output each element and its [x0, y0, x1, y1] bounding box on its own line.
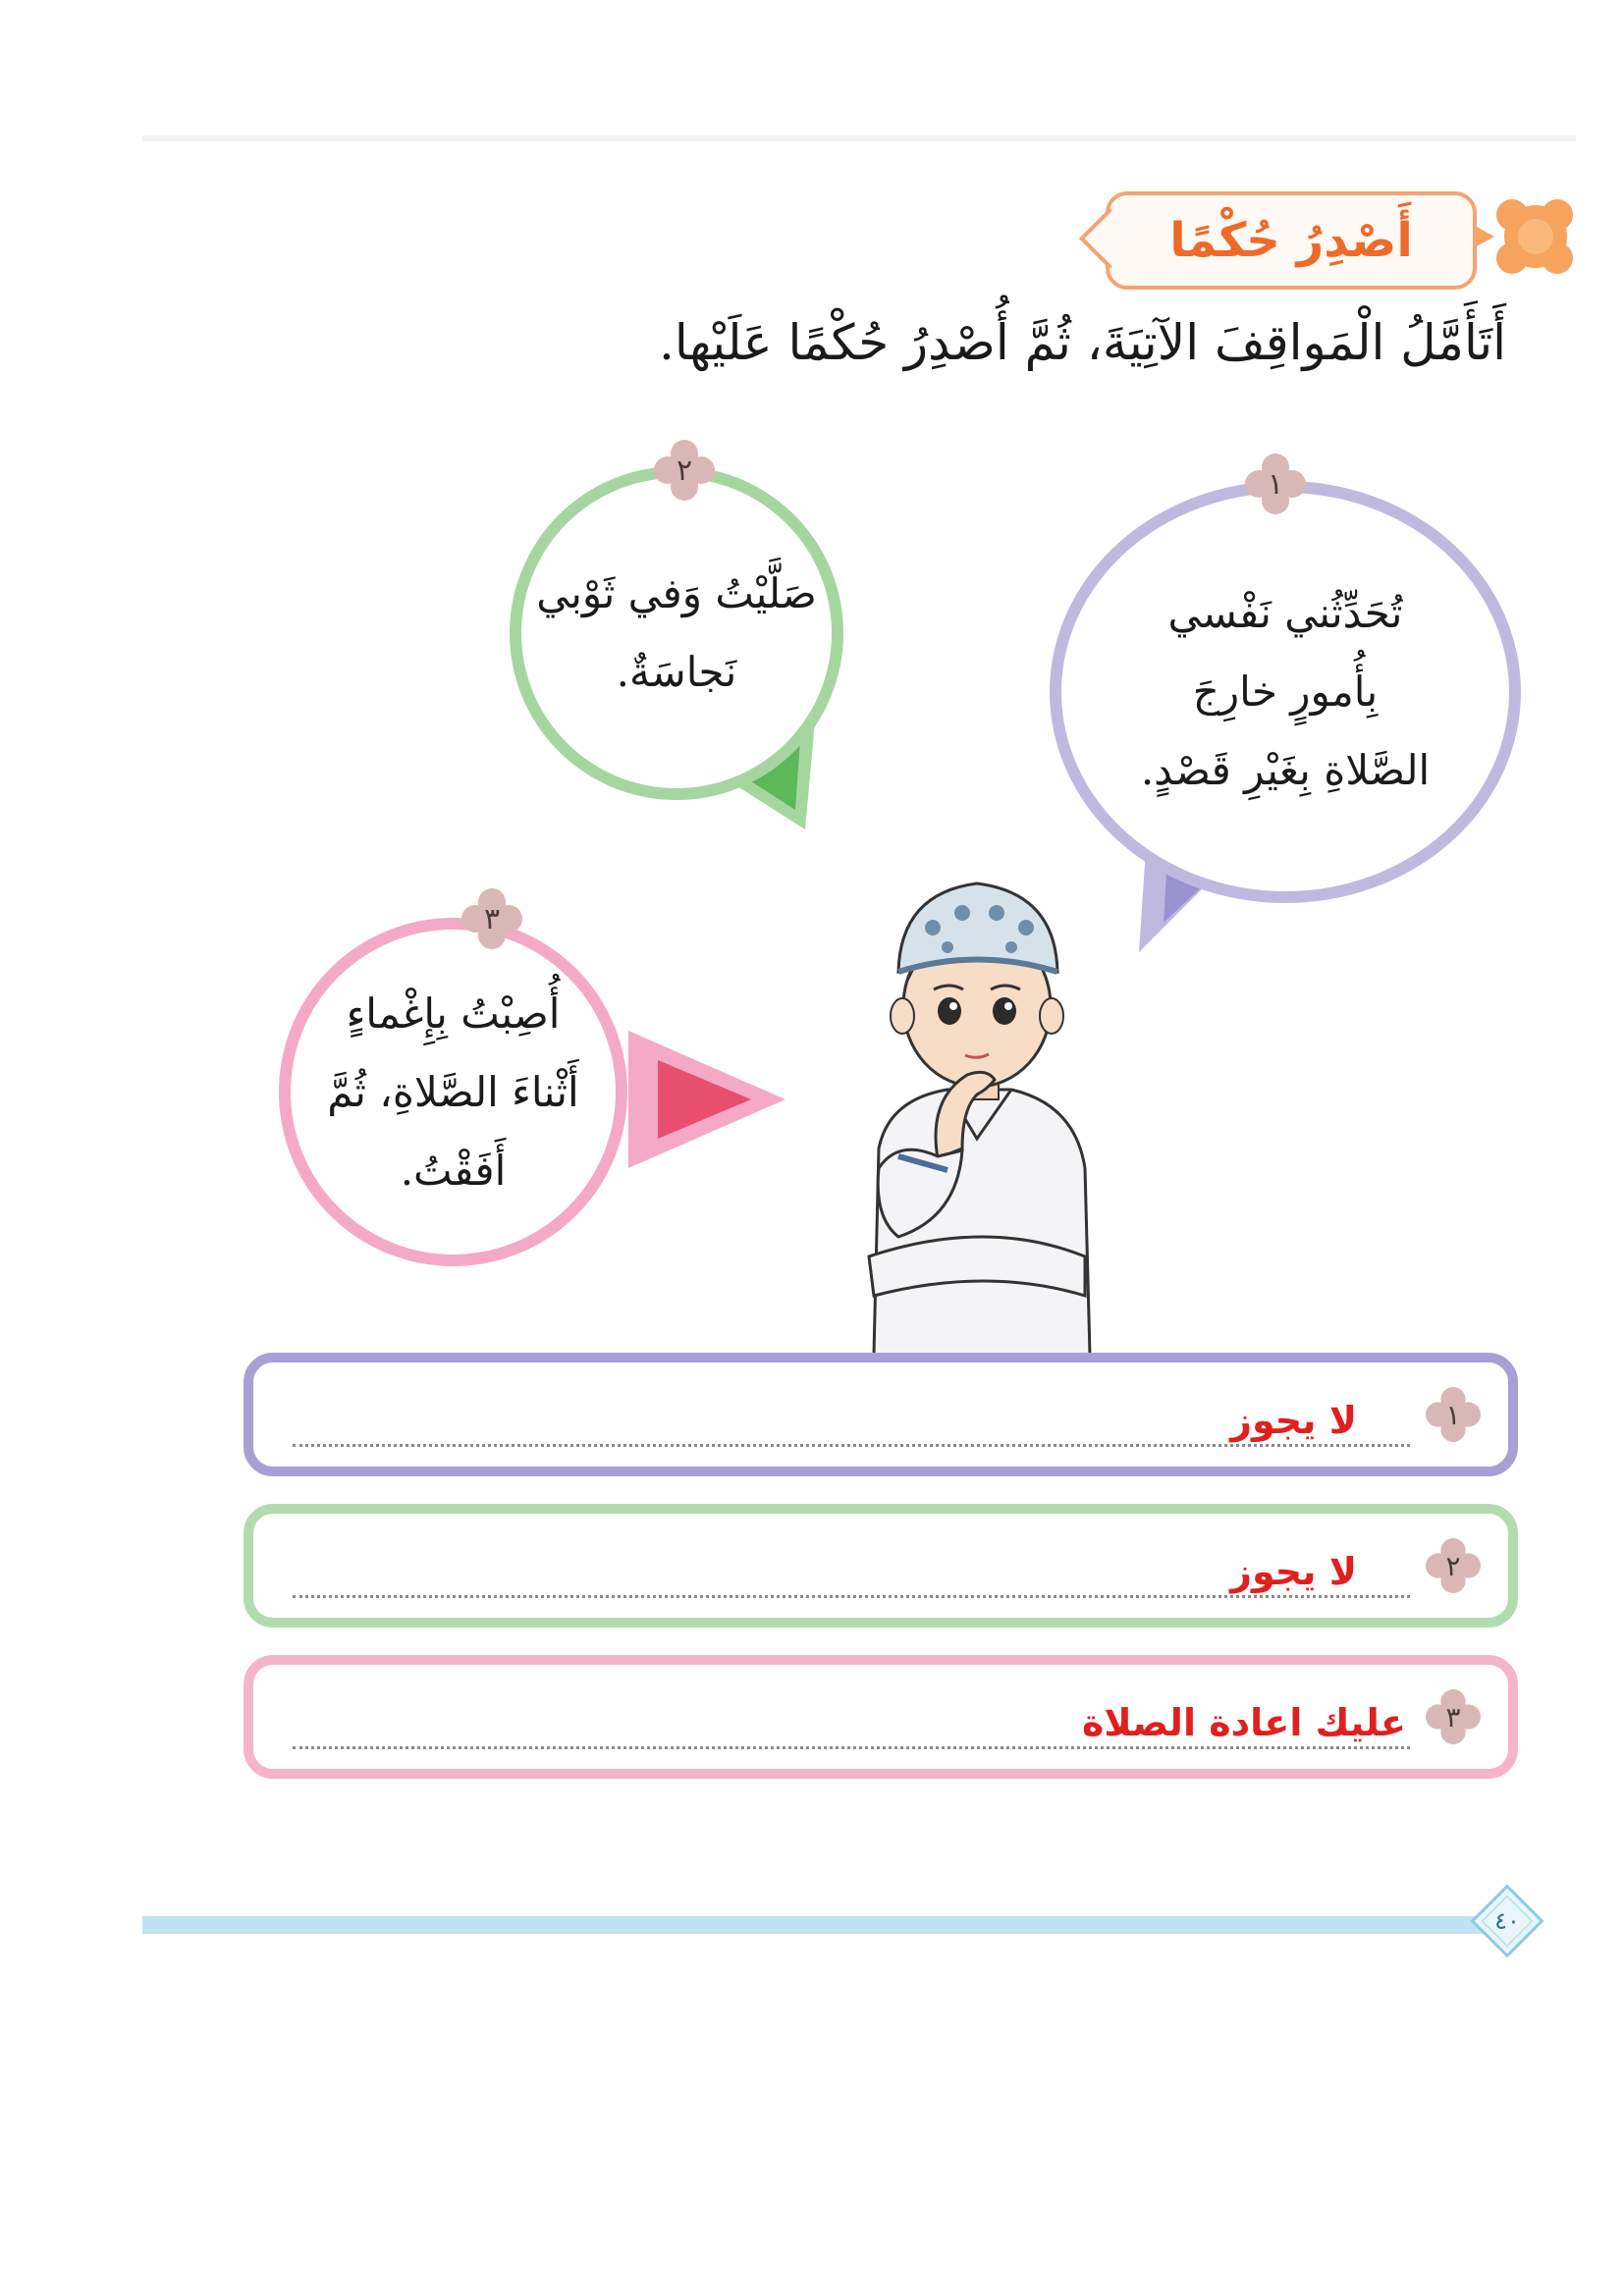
flower-icon [1467, 197, 1575, 276]
footer-bar [142, 1916, 1497, 1934]
answer-2-field[interactable] [293, 1534, 1410, 1598]
answer-1-text: لا يجوز [1226, 1399, 1361, 1442]
situation-bubble-3 [279, 918, 627, 1266]
answer-row-3 [244, 1655, 1518, 1779]
answer-1-field[interactable] [293, 1383, 1410, 1447]
answer-2-text: لا يجوز [1226, 1550, 1361, 1593]
answer-3-field[interactable] [293, 1685, 1410, 1749]
answer-1-number: ١ [1426, 1387, 1481, 1442]
situation-bubble-2 [510, 466, 843, 800]
situation-bubble-1 [1050, 481, 1521, 903]
situation-1-text: تُحَدِّثُني نَفْسي بِأُمورٍ خارِجَ الصَّلاةِ بِغَيْرِ قَصْدٍ. [1140, 589, 1431, 794]
situation-3-number: ٣ [461, 888, 522, 949]
answer-2-number: ٢ [1426, 1538, 1481, 1593]
answer-3-text: عليك اعادة الصلاة [1078, 1701, 1410, 1744]
page-number-badge [1463, 1877, 1551, 1965]
answer-row-2 [244, 1504, 1518, 1628]
situation-1-number: ١ [1245, 454, 1306, 514]
situation-2-text: صَلَّيْتُ وَفي ثَوْبي نَجاسَةٌ. [536, 569, 817, 696]
bubble-3-pointer [628, 1021, 795, 1178]
instruction-text: أَتَأَمَّلُ الْمَواقِفَ الآتِيَةَ، ثُمَّ أُصْدِرُ حُكْمًا عَلَيْها. [658, 314, 1506, 371]
section-header [1094, 191, 1585, 290]
top-divider [142, 135, 1576, 141]
section-title: أَصْدِرُ حُكْمًا [1106, 191, 1477, 290]
situation-2-number: ٢ [654, 440, 715, 501]
answer-row-1 [244, 1353, 1518, 1476]
situation-3-text: أُصِبْتُ بِإِغْماءٍ أَثْناءَ الصَّلاةِ، ثُمَّ أَفَقْتُ. [327, 988, 579, 1195]
thinking-boy-illustration [839, 844, 1105, 1355]
page-number: ٤٠ [1494, 1907, 1520, 1935]
answer-3-number: ٣ [1426, 1689, 1481, 1744]
